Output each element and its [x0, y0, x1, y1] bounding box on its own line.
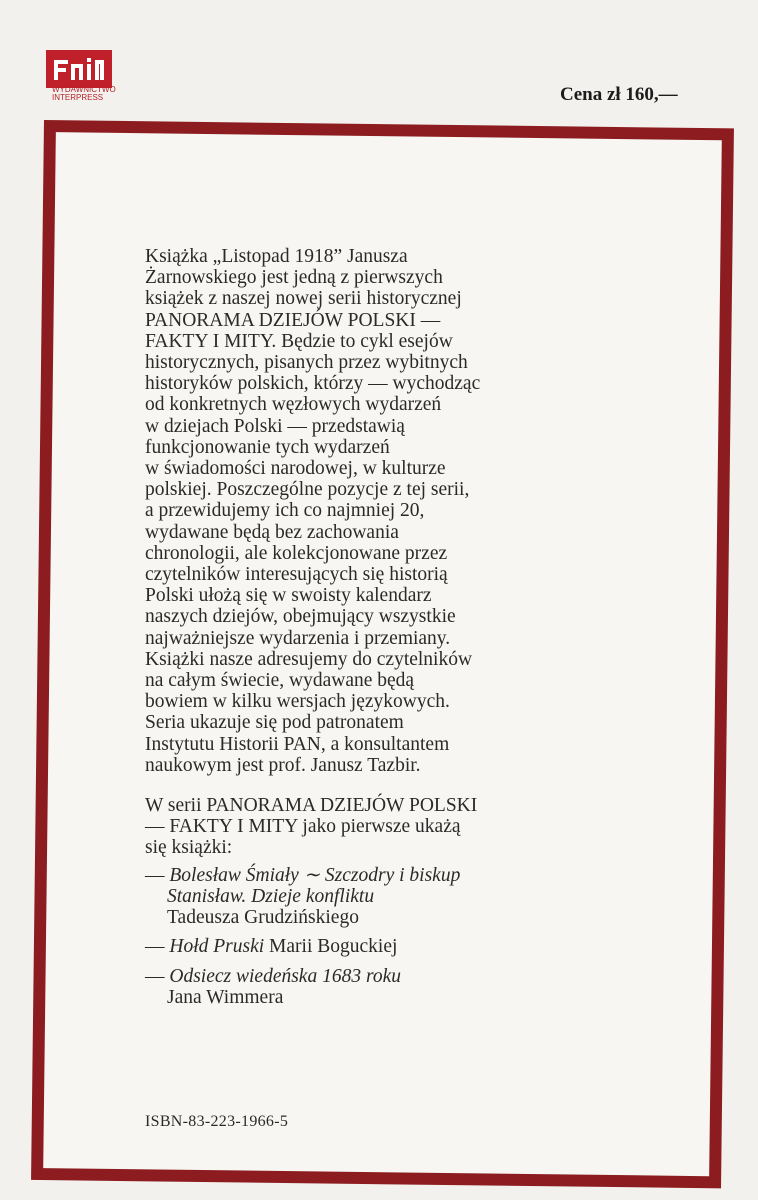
text-line: chronologii, ale kolekcjonowane przez [145, 542, 448, 564]
book-title: Odsiecz wiedeńska 1683 roku [169, 965, 401, 987]
text-line: naszych dziejów, obejmujący wszystkie [145, 606, 456, 628]
text-line: najważniejsze wydarzenia i przemiany. [145, 627, 451, 649]
text-line: naukowym jest prof. Janusz Tazbir. [145, 754, 421, 776]
book-author: Tadeusza Grudzińskiego [167, 907, 359, 929]
list-item [145, 936, 605, 957]
text-line: Polski ułożą się w swoisty kalendarz [145, 585, 432, 607]
text-line: historyków polskich, którzy — wychodząc [145, 373, 481, 395]
text-line: Instytutu Historii PAN, a konsultantem [145, 733, 450, 755]
list-item [145, 966, 605, 1008]
book-author: Marii Boguckiej [264, 936, 398, 958]
text-line: od konkretnych węzłowych wydarzeń [145, 394, 442, 416]
text-line: funkcjonowanie tych wydarzeń [145, 436, 390, 458]
text-line: książek z naszej nowej serii historycznej [145, 288, 462, 310]
publisher-caption [52, 85, 116, 102]
text-line: czytelników interesujących się historią [145, 564, 448, 586]
series-intro-paragraph [145, 795, 605, 859]
text-line: Książki nasze adresujemy do czytelników [145, 648, 473, 670]
text-line: Seria ukazuje się pod patronatem [145, 712, 404, 734]
text-line: na całym świecie, wydawane będą [145, 670, 415, 692]
text-line: Książka „Listopad 1918” Janusza [145, 246, 408, 267]
text-line: — FAKTY I MITY jako pierwsze ukażą [145, 816, 461, 838]
text-line: Żarnowskiego jest jedną z pierwszych [145, 267, 443, 289]
publisher-caption-line1: WYDAWNICTWO [52, 85, 116, 94]
text-line: wydawane będą bez zachowania [145, 521, 399, 543]
text-line: historycznych, pisanych przez wybitnych [145, 352, 468, 374]
text-line: w świadomości narodowej, w kulturze [145, 458, 446, 480]
book-author: Jana Wimmera [167, 986, 284, 1008]
description-paragraph [145, 246, 605, 776]
text-line: PANORAMA DZIEJÓW POLSKI — [145, 309, 441, 331]
book-title-line [145, 936, 605, 957]
price-label: Cena zł 160,— [560, 84, 678, 105]
book-title-continuation: Stanisław. Dzieje konfliktu [167, 885, 375, 907]
book-title: Hołd Pruski [169, 936, 265, 958]
text-line: bowiem w kilku wersjach językowych. [145, 691, 450, 713]
book-title: Bolesław Śmiały ∼ Szczodry i biskup [169, 864, 461, 886]
book-title-line [145, 966, 605, 987]
text-line: się książki: [145, 837, 233, 859]
text-line: a przewidujemy ich co najmniej 20, [145, 500, 425, 522]
text-line: polskiej. Poszczególne pozycje z tej serii, [145, 479, 470, 501]
book-list [145, 865, 605, 1008]
blurb-text [145, 246, 605, 1016]
list-dash: — [145, 965, 165, 987]
list-dash: — [145, 936, 165, 958]
book-title-line [145, 865, 605, 886]
isbn-number: ISBN-83-223-1966-5 [145, 1113, 289, 1130]
list-dash: — [145, 864, 165, 886]
text-line: W serii PANORAMA DZIEJÓW POLSKI [145, 795, 478, 817]
text-line: w dziejach Polski — przedstawią [145, 415, 405, 437]
publisher-logo [46, 50, 116, 102]
text-line: FAKTY I MITY. Będzie to cykl esejów [145, 330, 453, 352]
interpress-logo-mark [46, 50, 112, 88]
publisher-caption-line2: INTERPRESS [52, 93, 104, 102]
list-item [145, 865, 605, 929]
